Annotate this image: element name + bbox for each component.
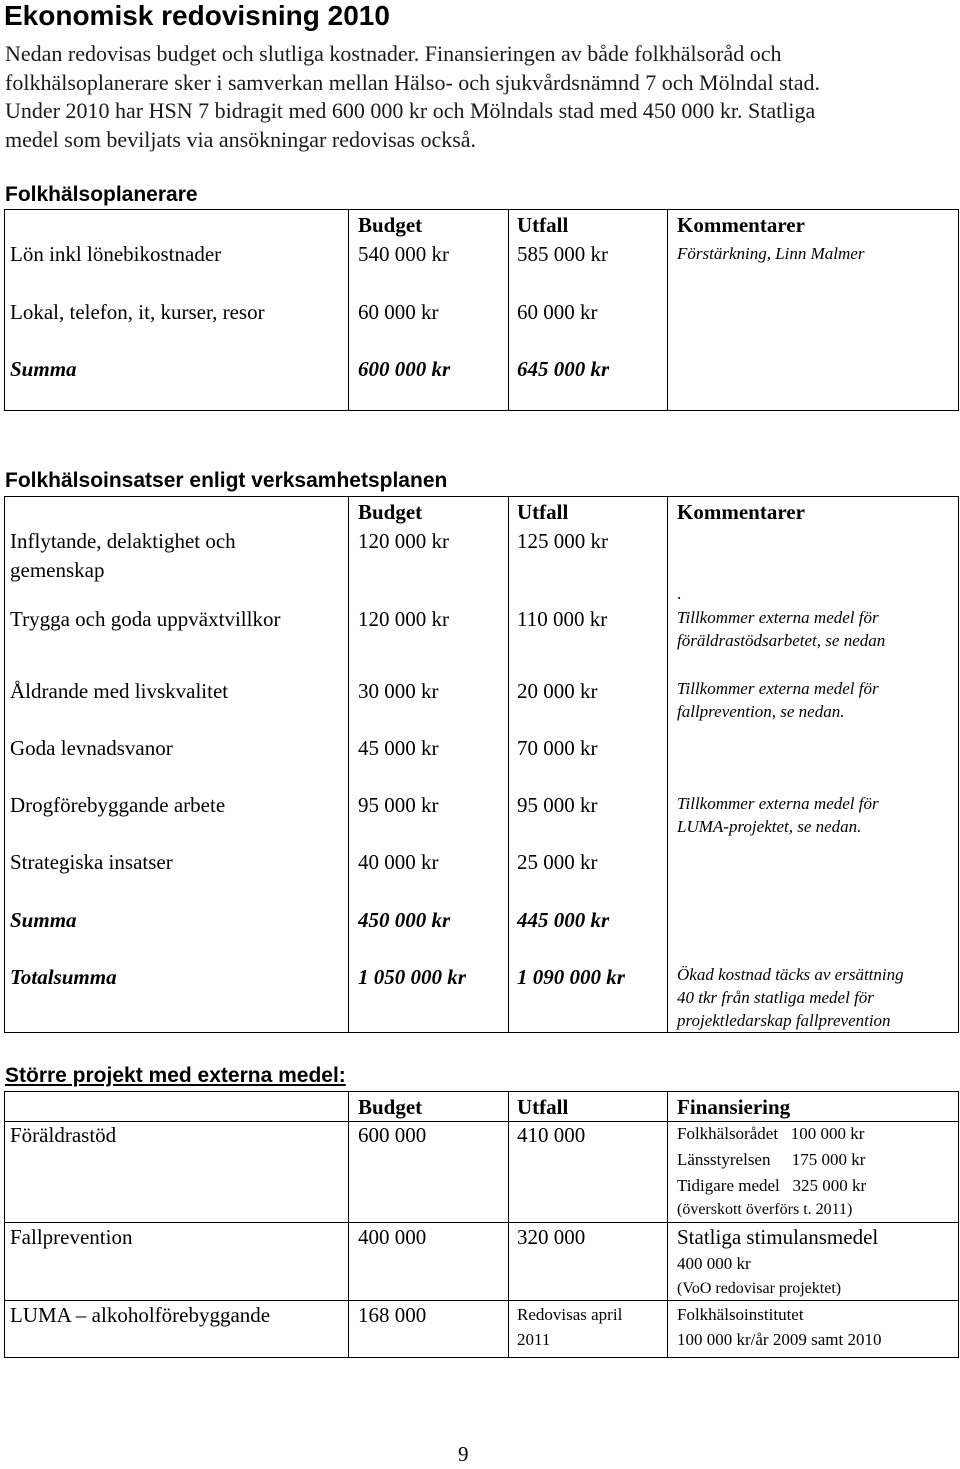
utfall-value: 110 000 kr: [517, 607, 608, 631]
utfall-value: 125 000 kr: [517, 529, 608, 553]
comment-text: LUMA-projektet, se nedan.: [677, 817, 862, 836]
comment-text: 40 tkr från statliga medel för: [677, 988, 874, 1007]
row-label: Drogförebyggande arbete: [10, 793, 226, 817]
budget-value: 600 000: [358, 1123, 427, 1147]
summa-label: Summa: [10, 908, 77, 932]
utfall-value: 60 000 kr: [517, 300, 598, 324]
utfall-value: 95 000 kr: [517, 793, 598, 817]
financing-line: Länsstyrelsen 175 000 kr: [677, 1150, 866, 1169]
totalsumma-label: Totalsumma: [10, 965, 117, 989]
row-label: Trygga och goda uppväxtvillkor: [10, 607, 281, 631]
budget-value: 60 000 kr: [358, 300, 439, 324]
totalsumma-budget: 1 050 000 kr: [358, 965, 466, 989]
section-heading-folkhalsoplanerare: Folkhälsoplanerare: [5, 183, 198, 206]
column-header-budget: Budget: [358, 500, 423, 524]
comment-text: Förstärkning, Linn Malmer: [677, 244, 865, 263]
summa-budget: 600 000 kr: [358, 357, 451, 381]
column-header-budget: Budget: [358, 213, 423, 237]
column-header-utfall: Utfall: [517, 213, 569, 237]
totalsumma-utfall: 1 090 000 kr: [517, 965, 625, 989]
financing-line: 100 000 kr/år 2009 samt 2010: [677, 1330, 882, 1349]
financing-line: Folkhälsorådet 100 000 kr: [677, 1124, 865, 1143]
intro-line: medel som beviljats via ansökningar redovisas också.: [5, 126, 477, 152]
row-label: Goda levnadsvanor: [10, 736, 173, 760]
financing-note: (överskott överförs t. 2011): [677, 1201, 853, 1218]
utfall-value: 320 000: [517, 1225, 586, 1249]
utfall-value: 25 000 kr: [517, 850, 598, 874]
column-header-finansiering: Finansiering: [677, 1095, 791, 1119]
budget-value: 45 000 kr: [358, 736, 439, 760]
section-heading-folkhalsoinsatser: Folkhälsoinsatser enligt verksamhetsplanen: [5, 469, 448, 492]
utfall-value: 410 000: [517, 1123, 586, 1147]
section-heading-storre-projekt: Större projekt med externa medel:: [5, 1064, 346, 1087]
utfall-value: 585 000 kr: [517, 242, 608, 266]
summa-label: Summa: [10, 357, 77, 381]
financing-line: Statliga stimulansmedel: [677, 1225, 879, 1249]
table-folkhalsoinsatser: [4, 496, 959, 1033]
row-label: Lön inkl lönebikostnader: [10, 242, 222, 266]
utfall-value: 70 000 kr: [517, 736, 598, 760]
column-header-utfall: Utfall: [517, 1095, 569, 1119]
row-label-continued: gemenskap: [10, 558, 105, 582]
row-label: Lokal, telefon, it, kurser, resor: [10, 300, 265, 324]
utfall-value: 20 000 kr: [517, 679, 598, 703]
page-title: Ekonomisk redovisning 2010: [4, 0, 390, 31]
budget-value: 30 000 kr: [358, 679, 439, 703]
comment-text: föräldrastödsarbetet, se nedan: [677, 631, 886, 650]
utfall-value: Redovisas april: [517, 1305, 623, 1324]
comment-text: Tillkommer externa medel för: [677, 794, 879, 813]
budget-value: 120 000 kr: [358, 529, 449, 553]
budget-value: 400 000: [358, 1225, 427, 1249]
row-label: Åldrande med livskvalitet: [10, 679, 229, 703]
financing-line: Folkhälsoinstitutet: [677, 1305, 804, 1324]
comment-text: Ökad kostnad täcks av ersättning: [677, 965, 904, 984]
summa-utfall: 645 000 kr: [517, 357, 610, 381]
budget-value: 120 000 kr: [358, 607, 449, 631]
comment-text: Tillkommer externa medel för: [677, 679, 879, 698]
comment-text: projektledarskap fallprevention: [677, 1011, 891, 1030]
row-label: Strategiska insatser: [10, 850, 173, 874]
column-header-kommentarer: Kommentarer: [677, 213, 805, 237]
column-header-utfall: Utfall: [517, 500, 569, 524]
financing-note: (VoO redovisar projektet): [677, 1280, 842, 1297]
column-header-budget: Budget: [358, 1095, 423, 1119]
financing-line: Tidigare medel 325 000 kr: [677, 1176, 867, 1195]
summa-budget: 450 000 kr: [358, 908, 451, 932]
row-label: Inflytande, delaktighet och: [10, 529, 236, 553]
budget-value: 95 000 kr: [358, 793, 439, 817]
project-label: Fallprevention: [10, 1225, 133, 1249]
comment-text: fallprevention, se nedan.: [677, 702, 845, 721]
comment-text: .: [677, 584, 682, 603]
comment-text: Tillkommer externa medel för: [677, 608, 879, 627]
summa-utfall: 445 000 kr: [517, 908, 610, 932]
project-label: Föräldrastöd: [10, 1123, 117, 1147]
budget-value: 168 000: [358, 1303, 427, 1327]
column-header-kommentarer: Kommentarer: [677, 500, 805, 524]
utfall-value-continued: 2011: [517, 1330, 551, 1349]
budget-value: 540 000 kr: [358, 242, 449, 266]
financing-line: 400 000 kr: [677, 1254, 751, 1273]
budget-value: 40 000 kr: [358, 850, 439, 874]
intro-line: folkhälsoplanerare sker i samverkan mellan Hälso- och sjukvårdsnämnd 7 och Mölndal stad.: [5, 69, 820, 95]
intro-line: Under 2010 har HSN 7 bidragit med 600 000 kr och Mölndals stad med 450 000 kr. Statliga: [5, 98, 816, 123]
page-number: 9: [458, 1442, 469, 1466]
project-label: LUMA – alkoholförebyggande: [10, 1303, 271, 1327]
intro-paragraph: [5, 40, 955, 154]
intro-line: Nedan redovisas budget och slutliga kostnader. Finansieringen av både folkhälsoråd och: [5, 41, 782, 66]
